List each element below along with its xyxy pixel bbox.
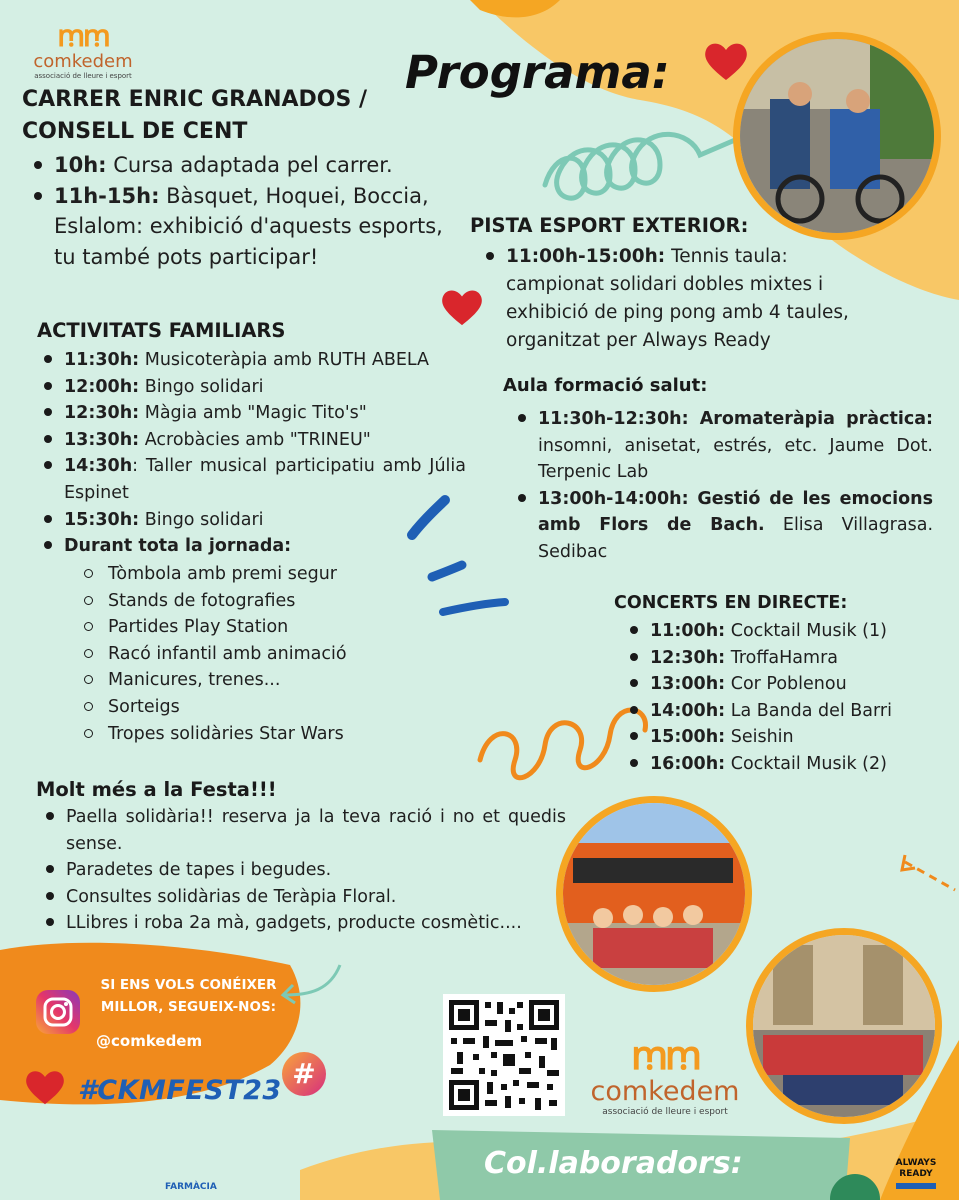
logo-name: comkedem [590,1076,740,1107]
list-item: 14:00h: La Banda del Barri [620,698,920,725]
list-item: Racó infantil amb animació [76,641,476,668]
list-item: Stands de fotografies [76,588,476,615]
list-item: 15:30h: Bingo solidari [34,507,466,534]
pista-title: PISTA ESPORT EXTERIOR: [470,214,749,237]
list-item: Tòmbola amb premi segur [76,561,476,588]
list-item: 13:00h: Cor Poblenou [620,671,920,698]
list-item: 12:30h: TroffaHamra [620,645,920,672]
carrer-list [24,150,444,272]
list-item: 10h: Cursa adaptada pel carrer. [24,150,444,181]
list-item: Sorteigs [76,694,476,721]
hashtag: #CKMFEST23 [78,1075,282,1106]
pista-list [476,243,886,355]
list-item: 11:30h: Musicoteràpia amb RUTH ABELA [34,347,466,374]
list-item: Paella solidària!! reserva ja la teva ració i no et quedis sense. [36,804,566,857]
list-item: Tropes solidàries Star Wars [76,721,476,748]
carrer-title: CARRER ENRIC GRANADOS / CONSELL DE CENT [22,87,368,144]
list-item: 12:00h: Bingo solidari [34,374,466,401]
instagram-icon[interactable] [36,990,80,1034]
list-item: Consultes solidàrias de Teràpia Floral. [36,884,566,911]
concerts-title: CONCERTS EN DIRECTE: [614,593,848,613]
list-item: Paradetes de tapes i begudes. [36,857,566,884]
logo-name: comkedem [33,51,133,72]
logo-mark-icon: ꭑꭑ [631,1033,699,1079]
list-item: 11:00h: Cocktail Musik (1) [620,618,920,645]
heart-icon [703,40,749,82]
molt-list [36,804,566,937]
list-item: 11:30h-12:30h: Aromateràpia pràctica: insomni, anisetat, estrés, etc. Jaume Dot. Terpenic Lab [508,406,933,486]
colaboradors-label: Col.laboradors: [484,1146,743,1181]
list-item: LLibres i roba 2a mà, gadgets, producte cosmètic.... [36,910,566,937]
list-item: 16:00h: Cocktail Musik (2) [620,751,920,778]
photo-wheelchair-basketball [733,32,941,240]
instagram-handle[interactable]: @comkedem [96,1032,203,1050]
farmacia-logo: FARMÀCIA [165,1182,217,1192]
comkedem-logo [28,19,138,81]
list-item: 11h-15h: Bàsquet, Hoquei, Boccia, Eslalom: exhibició d'aquests esports, tu també pots participar! [24,181,444,273]
aula-title: Aula formació salut: [503,375,708,396]
logo-mark-icon: ꭑꭑ [57,19,109,54]
activitats-title: ACTIVITATS FAMILIARS [37,319,286,342]
list-item: 13:00h-14:00h: Gestió de les emocions amb Flors de Bach. Elisa Villagrasa. Sedibac [508,486,933,566]
qr-code[interactable] [443,994,565,1116]
list-item: Manicures, trenes... [76,667,476,694]
list-item: Durant tota la jornada: [34,533,466,560]
photo-group-courtyard [746,928,942,1124]
list-item: 13:30h: Acrobàcies amb "TRINEU" [34,427,466,454]
aula-list [508,406,933,566]
heart-icon [24,1068,66,1106]
logo-subtitle: associació de lleure i esport [34,72,132,80]
hashtag-icon: # [282,1052,326,1096]
logo-subtitle: associació de lleure i esport [602,1107,728,1117]
activitats-list [34,347,466,560]
follow-text: SI ENS VOLS CONÉIXER MILLOR, SEGUEIX-NOS: [100,977,277,1015]
photo-group-bus [556,796,752,992]
list-item: 15:00h: Seishin [620,724,920,751]
list-item: 14:30h: Taller musical participatiu amb Júlia Espinet [34,453,466,506]
concerts-list [620,618,920,778]
always-ready-logo: ALWAYS READY [886,1158,946,1198]
molt-title: Molt més a la Festa!!! [36,778,277,801]
page-title: Programa: [405,46,670,99]
durant-list [76,561,476,747]
list-item: Partides Play Station [76,614,476,641]
comkedem-logo-large [585,1035,745,1117]
list-item: 12:30h: Màgia amb "Magic Tito's" [34,400,466,427]
list-item: 11:00h-15:00h: Tennis taula: campionat solidari dobles mixtes i exhibició de ping pong amb 4 taules, organitzat per Always Ready [476,243,886,355]
